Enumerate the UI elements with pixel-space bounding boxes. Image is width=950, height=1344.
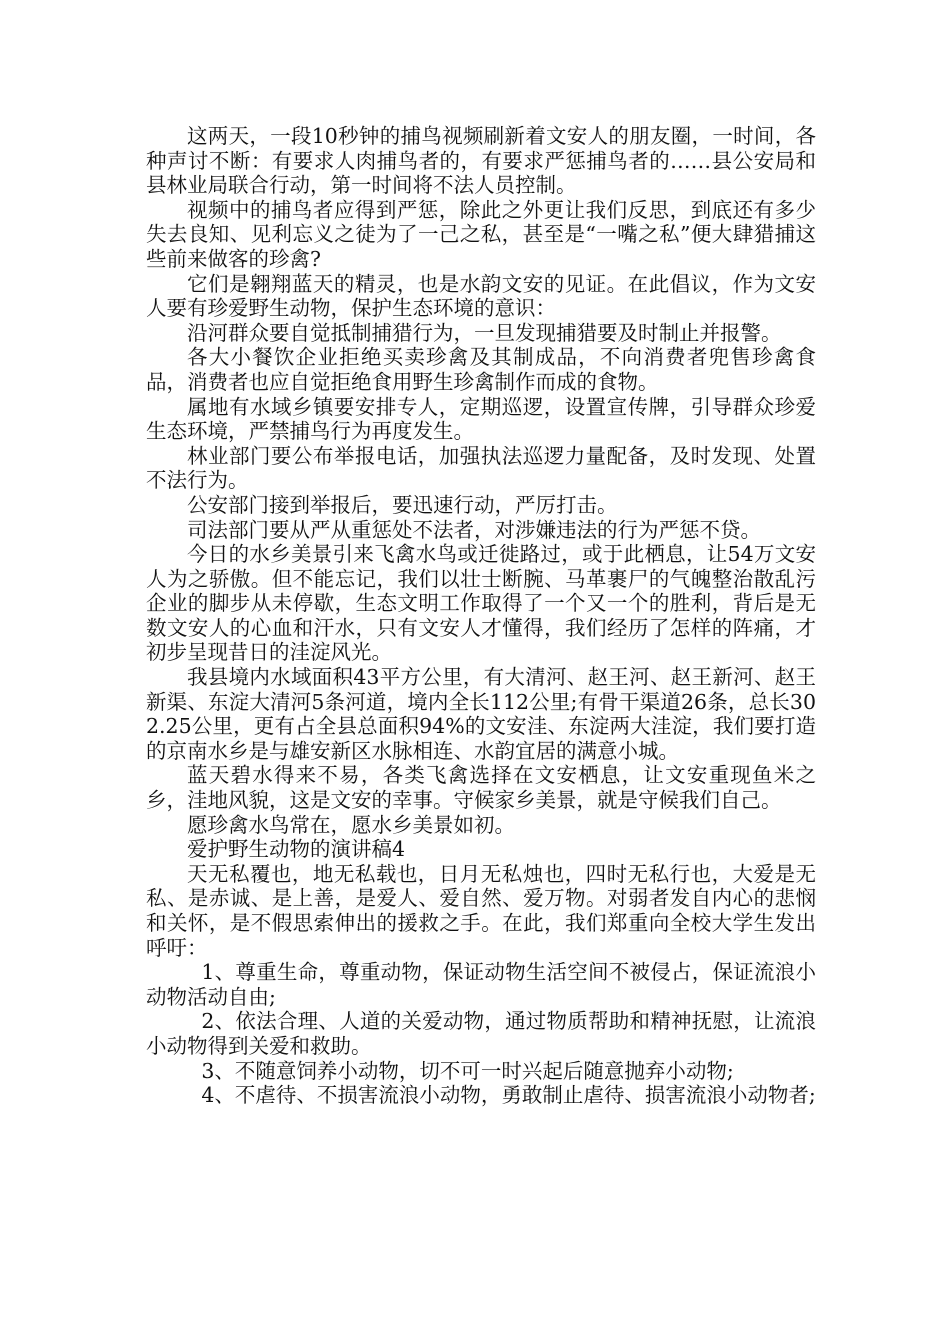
paragraph: 沿河群众要自觉抵制捕猎行为，一旦发现捕猎要及时制止并报警。 bbox=[187, 320, 782, 345]
paragraph: 公安部门接到举报后，要迅速行动，严厉打击。 bbox=[187, 492, 618, 517]
paragraph: 视频中的捕鸟者应得到严惩，除此之外更让我们反思，到底还有多少失去良知、见利忘义之徒为了一己之私，甚至是“一嘴之私”便大肆猎捕这些前来做客的珍禽? bbox=[146, 197, 816, 271]
document-body bbox=[146, 124, 816, 1108]
paragraph: 林业部门要公布举报电话，加强执法巡逻力量配备，及时发现、处置不法行为。 bbox=[146, 443, 816, 493]
paragraph: 各大小餐饮企业拒绝买卖珍禽及其制成品，不向消费者兜售珍禽食品，消费者也应自觉拒绝食用野生珍禽制作而成的食物。 bbox=[146, 345, 816, 394]
list-item: 1、尊重生命，尊重动物，保证动物生活空间不被侵占，保证流浪小动物活动自由; bbox=[146, 960, 816, 1009]
paragraph: 它们是翱翔蓝天的精灵，也是水韵文安的见证。在此倡议，作为文安人要有珍爱野生动物，保护生态环境的意识： bbox=[146, 271, 816, 321]
list-item: 2、依法合理、人道的关爱动物，通过物质帮助和精神抚慰，让流浪小动物得到关爱和救助。 bbox=[146, 1009, 816, 1058]
paragraph: 今日的水乡美景引来飞禽水鸟或迁徙路过，或于此栖息，让54万文安人为之骄傲。但不能忘记，我们以壮士断腕、马革裹尸的气魄整治散乱污企业的脚步从未停歇，生态文明工作取得了一个又一个的胜利，背后是无数文安人的心血和汗水，只有文安人才懂得，我们经历了怎样的阵痛，才初步呈现昔日的洼淀风光。 bbox=[146, 542, 816, 665]
paragraph: 司法部门要从严从重惩处不法者，对涉嫌违法的行为严惩不贷。 bbox=[187, 517, 761, 542]
paragraph: 蓝天碧水得来不易，各类飞禽选择在文安栖息，让文安重现鱼米之乡，洼地风貌，这是文安的幸事。守候家乡美景，就是守候我们自己。 bbox=[146, 763, 816, 813]
list-item: 3、不随意饲养小动物，切不可一时兴起后随意抛弃小动物; bbox=[201, 1058, 734, 1083]
paragraph: 属地有水域乡镇要安排专人，定期巡逻，设置宣传牌，引导群众珍爱生态环境，严禁捕鸟行为再度发生。 bbox=[146, 394, 816, 444]
paragraph: 天无私覆也，地无私载也，日月无私烛也，四时无私行也，大爱是无私、是赤诚、是上善，是爱人、爱自然、爱万物。对弱者发自内心的悲悯和关怀，是不假思索伸出的援救之手。在此，我们郑重向全校大学生发出呼吁： bbox=[146, 861, 816, 960]
section-title: 爱护野生动物的演讲稿4 bbox=[187, 837, 406, 862]
list-item: 4、不虐待、不损害流浪小动物，勇敢制止虐待、损害流浪小动物者; bbox=[201, 1083, 816, 1108]
paragraph: 我县境内水域面积43平方公里，有大清河、赵王河、赵王新河、赵王新渠、东淀大清河5条河道，境内全长112公里;有骨干渠道26条，总长302.25公里，更有占全县总面积94%的文安洼、东淀两大洼淀，我们要打造的京南水乡是与雄安新区水脉相连、水韵宜居的满意小城。 bbox=[146, 665, 816, 763]
paragraph: 这两天，一段10秒钟的捕鸟视频刷新着文安人的朋友圈，一时间，各种声讨不断：有要求人肉捕鸟者的，有要求严惩捕鸟者的……县公安局和县林业局联合行动，第一时间将不法人员控制。 bbox=[146, 124, 816, 198]
paragraph: 愿珍禽水鸟常在，愿水乡美景如初。 bbox=[187, 812, 515, 837]
